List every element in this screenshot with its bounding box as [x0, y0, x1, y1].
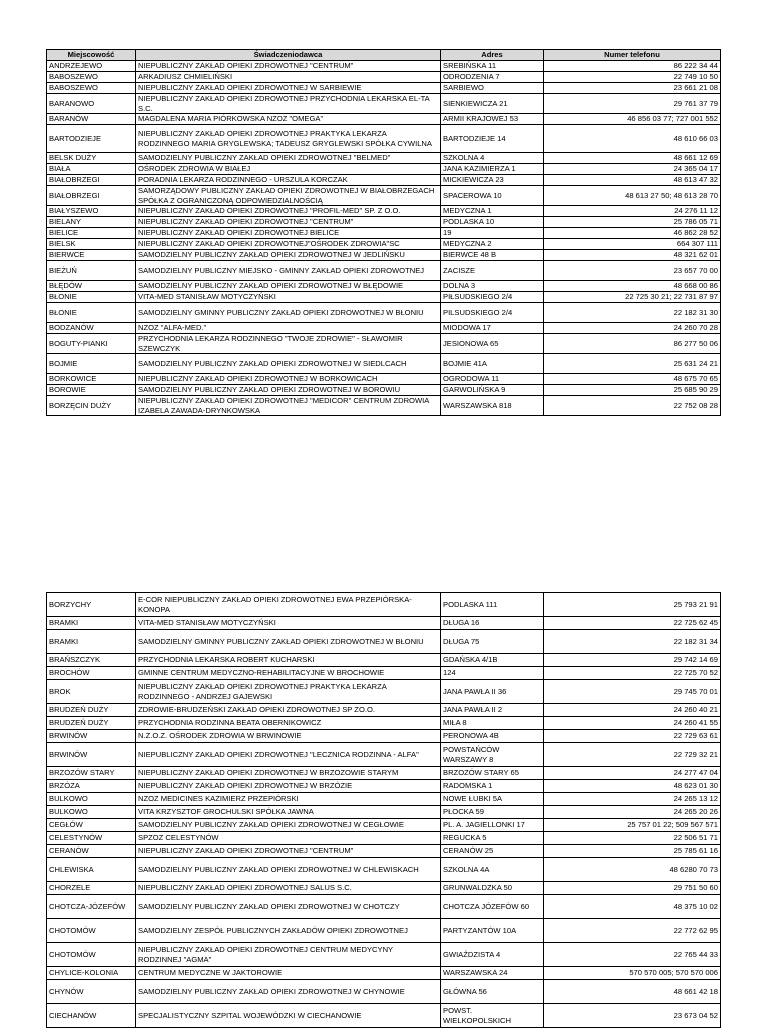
- cell-swiadczeniodawca: SAMODZIELNY PUBLICZNY ZAKŁAD OPIEKI ZDROWOTNEJ W BŁĘDOWIE: [136, 281, 441, 292]
- cell-swiadczeniodawca: SAMODZIELNY PUBLICZNY ZAKŁAD OPIEKI ZDROWOTNEJ W CHOTCZY: [136, 895, 441, 919]
- cell-swiadczeniodawca: NIEPUBLICZNY ZAKŁAD OPIEKI ZDROWOTNEJ "PROFIL-MED" SP. Z O.O.: [136, 206, 441, 217]
- cell-swiadczeniodawca: NIEPUBLICZNY ZAKŁAD OPIEKI ZDROWOTNEJ SALUS S.C.: [136, 882, 441, 895]
- cell-swiadczeniodawca: SPZOZ CELESTYNÓW: [136, 832, 441, 845]
- cell-adres: RADOMSKA 1: [441, 780, 544, 793]
- cell-swiadczeniodawca: SAMODZIELNY PUBLICZNY ZAKŁAD OPIEKI ZDROWOTNEJ W SIEDLCACH: [136, 354, 441, 374]
- cell-miejscowosc: CHYNÓW: [47, 980, 136, 1004]
- cell-telefon: 86 222 34 44: [544, 61, 721, 72]
- table-row: [47, 980, 721, 1004]
- cell-adres: GŁÓWNA 56: [441, 980, 544, 1004]
- cell-swiadczeniodawca: NIEPUBLICZNY ZAKŁAD OPIEKI ZDROWOTNEJ W SARBIEWIE: [136, 83, 441, 94]
- header-row: [47, 50, 721, 61]
- cell-miejscowosc: CELESTYNÓW: [47, 832, 136, 845]
- table-row: [47, 239, 721, 250]
- cell-telefon: 25 785 61 16: [544, 845, 721, 858]
- cell-swiadczeniodawca: NZOZ MEDICINES KAZIMIERZ PRZEPIÓRSKI: [136, 793, 441, 806]
- cell-telefon: 24 260 41 55: [544, 717, 721, 730]
- cell-telefon: 23 657 70 00: [544, 261, 721, 281]
- cell-swiadczeniodawca: SAMORZĄDOWY PUBLICZNY ZAKŁAD OPIEKI ZDROWOTNEJ W BIAŁOBRZEGACH SPÓŁKA Z OGRANICZONĄ ODPOWIEDZIALNOŚCIĄ: [136, 186, 441, 206]
- cell-telefon: 22 725 30 21; 22 731 87 97: [544, 292, 721, 303]
- cell-miejscowosc: BRAMKI: [47, 617, 136, 630]
- table-row: [47, 303, 721, 323]
- cell-adres: MEDYCZNA 1: [441, 206, 544, 217]
- cell-telefon: 24 260 70 28: [544, 323, 721, 334]
- header-telefon: Numer telefonu: [544, 50, 721, 61]
- cell-miejscowosc: BRAMKI: [47, 630, 136, 654]
- cell-swiadczeniodawca: NIEPUBLICZNY ZAKŁAD OPIEKI ZDROWOTNEJ PRAKTYKA LEKARZA RODZINNEGO MARIA GRYGLEWSKA; TADEUSZ GRYGLEWSKI SPÓŁKA CYWILNA: [136, 125, 441, 153]
- header-adres: Adres: [441, 50, 544, 61]
- cell-adres: GRUNWALDZKA 50: [441, 882, 544, 895]
- table-row: [47, 396, 721, 416]
- cell-telefon: 23 673 04 52: [544, 1004, 721, 1028]
- cell-miejscowosc: CHOTOMÓW: [47, 943, 136, 967]
- cell-telefon: 29 751 50 60: [544, 882, 721, 895]
- table-row: [47, 845, 721, 858]
- table-row: [47, 806, 721, 819]
- cell-telefon: 664 307 111: [544, 239, 721, 250]
- cell-miejscowosc: BARANÓW: [47, 114, 136, 125]
- cell-adres: ARMII KRAJOWEJ 53: [441, 114, 544, 125]
- cell-adres: DŁUGA 75: [441, 630, 544, 654]
- table-row: [47, 832, 721, 845]
- table-row: [47, 617, 721, 630]
- cell-swiadczeniodawca: NIEPUBLICZNY ZAKŁAD OPIEKI ZDROWOTNEJ W BORKOWICACH: [136, 374, 441, 385]
- cell-miejscowosc: BŁĘDÓW: [47, 281, 136, 292]
- cell-telefon: 86 277 50 06: [544, 334, 721, 354]
- cell-adres: OGRODOWA 11: [441, 374, 544, 385]
- cell-telefon: 24 265 20 26: [544, 806, 721, 819]
- cell-swiadczeniodawca: SPECJALISTYCZNY SZPITAL WOJEWÓDZKI W CIECHANOWIE: [136, 1004, 441, 1028]
- cell-adres: GWIAŹDZISTA 4: [441, 943, 544, 967]
- header-miejscowosc: Miejscowość: [47, 50, 136, 61]
- table-row: [47, 630, 721, 654]
- cell-adres: REGUCKA 5: [441, 832, 544, 845]
- cell-telefon: 23 661 21 08: [544, 83, 721, 94]
- cell-miejscowosc: CEGŁÓW: [47, 819, 136, 832]
- cell-miejscowosc: CHYLICE-KOLONIA: [47, 967, 136, 980]
- table-row: [47, 217, 721, 228]
- cell-swiadczeniodawca: SAMODZIELNY GMINNY PUBLICZNY ZAKŁAD OPIEKI ZDROWOTNEJ W BŁONIU: [136, 630, 441, 654]
- cell-adres: BIERWCE 48 B: [441, 250, 544, 261]
- table-row: [47, 593, 721, 617]
- cell-miejscowosc: BULKOWO: [47, 806, 136, 819]
- cell-telefon: 22 725 70 52: [544, 667, 721, 680]
- cell-adres: SIENKIEWICZA 21: [441, 94, 544, 114]
- cell-adres: MIODOWA 17: [441, 323, 544, 334]
- cell-miejscowosc: BOJMIE: [47, 354, 136, 374]
- cell-miejscowosc: BABOSZEWO: [47, 83, 136, 94]
- cell-swiadczeniodawca: PORADNIA LEKARZA RODZINNEGO - URSZULA KORCZAK: [136, 175, 441, 186]
- cell-telefon: 48 668 00 86: [544, 281, 721, 292]
- table-row: [47, 882, 721, 895]
- cell-swiadczeniodawca: NIEPUBLICZNY ZAKŁAD OPIEKI ZDROWOTNEJ "CENTRUM": [136, 845, 441, 858]
- table-row: [47, 61, 721, 72]
- cell-telefon: 25 793 21 91: [544, 593, 721, 617]
- cell-telefon: 25 757 01 22; 509 567 571: [544, 819, 721, 832]
- cell-swiadczeniodawca: NIEPUBLICZNY ZAKŁAD OPIEKI ZDROWOTNEJ W BRZÓZIE: [136, 780, 441, 793]
- cell-swiadczeniodawca: PRZYCHODNIA LEKARSKA ROBERT KUCHARSKI: [136, 654, 441, 667]
- cell-telefon: 48 675 70 65: [544, 374, 721, 385]
- cell-telefon: 22 725 62 45: [544, 617, 721, 630]
- cell-miejscowosc: BRWINÓW: [47, 743, 136, 767]
- cell-adres: GARWOLIŃSKA 9: [441, 385, 544, 396]
- cell-telefon: 24 265 13 12: [544, 793, 721, 806]
- cell-adres: POWST. WIELKOPOLSKICH: [441, 1004, 544, 1028]
- cell-telefon: 22 729 63 61: [544, 730, 721, 743]
- cell-telefon: 48 610 66 03: [544, 125, 721, 153]
- cell-telefon: 48 613 27 50; 48 613 28 70: [544, 186, 721, 206]
- cell-miejscowosc: BIAŁA: [47, 164, 136, 175]
- cell-swiadczeniodawca: ARKADIUSZ CHMIELIŃSKI: [136, 72, 441, 83]
- table-row: [47, 281, 721, 292]
- cell-telefon: 22 729 32 21: [544, 743, 721, 767]
- table-row: [47, 354, 721, 374]
- cell-swiadczeniodawca: NZOZ "ALFA-MED.": [136, 323, 441, 334]
- cell-swiadczeniodawca: NIEPUBLICZNY ZAKŁAD OPIEKI ZDROWOTNEJ CENTRUM MEDYCYNY RODZINNEJ "AGMA": [136, 943, 441, 967]
- cell-adres: SZKOLNA 4A: [441, 858, 544, 882]
- cell-miejscowosc: BRUDZEŃ DUŻY: [47, 704, 136, 717]
- cell-adres: SREBIŃSKA 11: [441, 61, 544, 72]
- cell-miejscowosc: CHORZELE: [47, 882, 136, 895]
- cell-miejscowosc: BORZĘCIN DUŻY: [47, 396, 136, 416]
- cell-adres: POWSTAŃCÓW WARSZAWY 8: [441, 743, 544, 767]
- table-page-1: [46, 49, 720, 416]
- header-swiadczeniodawca: Świadczeniodawca: [136, 50, 441, 61]
- table-row: [47, 743, 721, 767]
- table-row: [47, 250, 721, 261]
- cell-miejscowosc: BŁONIE: [47, 292, 136, 303]
- table-row: [47, 164, 721, 175]
- cell-miejscowosc: BABOSZEWO: [47, 72, 136, 83]
- table-row: [47, 730, 721, 743]
- cell-miejscowosc: CHOTCZA-JÓZEFÓW: [47, 895, 136, 919]
- cell-adres: SPACEROWA 10: [441, 186, 544, 206]
- cell-swiadczeniodawca: PRZYCHODNIA LEKARZA RODZINNEGO "TWOJE ZDROWIE" - SŁAWOMIR SZEWCZYK: [136, 334, 441, 354]
- cell-miejscowosc: CIECHANÓW: [47, 1004, 136, 1028]
- cell-adres: WARSZAWSKA 818: [441, 396, 544, 416]
- cell-telefon: 22 182 31 30: [544, 303, 721, 323]
- cell-miejscowosc: BIEŻUŃ: [47, 261, 136, 281]
- cell-swiadczeniodawca: NIEPUBLICZNY ZAKŁAD OPIEKI ZDROWOTNEJ "CENTRUM": [136, 61, 441, 72]
- table-row: [47, 206, 721, 217]
- cell-telefon: 25 786 05 71: [544, 217, 721, 228]
- table-row: [47, 292, 721, 303]
- table-row: [47, 680, 721, 704]
- cell-swiadczeniodawca: SAMODZIELNY PUBLICZNY ZAKŁAD OPIEKI ZDROWOTNEJ W CEGŁOWIE: [136, 819, 441, 832]
- cell-telefon: 29 761 37 79: [544, 94, 721, 114]
- cell-miejscowosc: BIAŁOBRZEGI: [47, 186, 136, 206]
- cell-miejscowosc: BIELSK: [47, 239, 136, 250]
- cell-swiadczeniodawca: VITA KRZYSZTOF GROCHULSKI SPÓŁKA JAWNA: [136, 806, 441, 819]
- cell-adres: MICKIEWICZA 23: [441, 175, 544, 186]
- table-row: [47, 175, 721, 186]
- cell-miejscowosc: CHLEWISKA: [47, 858, 136, 882]
- cell-adres: MEDYCZNA 2: [441, 239, 544, 250]
- provider-table-2: [46, 592, 721, 1028]
- cell-miejscowosc: BIERWCE: [47, 250, 136, 261]
- cell-miejscowosc: BARANOWO: [47, 94, 136, 114]
- cell-adres: SZKOLNA 4: [441, 153, 544, 164]
- cell-telefon: 29 742 14 69: [544, 654, 721, 667]
- table-row: [47, 704, 721, 717]
- table-row: [47, 793, 721, 806]
- cell-adres: CERANÓW 25: [441, 845, 544, 858]
- cell-swiadczeniodawca: SAMODZIELNY PUBLICZNY ZAKŁAD OPIEKI ZDROWOTNEJ W JEDLIŃSKU: [136, 250, 441, 261]
- cell-adres: 19: [441, 228, 544, 239]
- table-row: [47, 228, 721, 239]
- table-row: [47, 717, 721, 730]
- cell-adres: PŁOCKA 59: [441, 806, 544, 819]
- cell-adres: PILSUDSKIEGO 2/4: [441, 303, 544, 323]
- cell-adres: CHOTCZA JÓZEFÓW 60: [441, 895, 544, 919]
- cell-miejscowosc: BARTODZIEJE: [47, 125, 136, 153]
- table-row: [47, 780, 721, 793]
- cell-telefon: 48 613 47 32: [544, 175, 721, 186]
- cell-adres: PIŁSUDSKIEGO 2/4: [441, 292, 544, 303]
- cell-swiadczeniodawca: MAGDALENA MARIA PIÓRKOWSKA NZOZ "OMEGA": [136, 114, 441, 125]
- cell-adres: DOLNA 3: [441, 281, 544, 292]
- cell-miejscowosc: BIELANY: [47, 217, 136, 228]
- cell-miejscowosc: BIAŁYSZEWO: [47, 206, 136, 217]
- cell-swiadczeniodawca: SAMODZIELNY PUBLICZNY ZAKŁAD OPIEKI ZDROWOTNEJ W CHYNOWIE: [136, 980, 441, 1004]
- table-body-1: [47, 61, 721, 416]
- table-row: [47, 83, 721, 94]
- cell-telefon: 46 862 28 52: [544, 228, 721, 239]
- cell-swiadczeniodawca: NIEPUBLICZNY ZAKŁAD OPIEKI ZDROWOTNEJ PRAKTYKA LEKARZA RODZINNEGO - ANDRZEJ GAJEWSKI: [136, 680, 441, 704]
- cell-adres: PERONOWA 4B: [441, 730, 544, 743]
- cell-swiadczeniodawca: NIEPUBLICZNY ZAKŁAD OPIEKI ZDROWOTNEJ "MEDICOR" CENTRUM ZDROWIA IZABELA ZAWADA-DRYNKOWSKA: [136, 396, 441, 416]
- cell-adres: BOJMIE 41A: [441, 354, 544, 374]
- cell-telefon: 22 752 08 28: [544, 396, 721, 416]
- cell-miejscowosc: BELSK DUŻY: [47, 153, 136, 164]
- table-row: [47, 153, 721, 164]
- cell-telefon: 29 745 70 01: [544, 680, 721, 704]
- table-row: [47, 967, 721, 980]
- cell-swiadczeniodawca: OŚRODEK ZDROWIA W BIAŁEJ: [136, 164, 441, 175]
- cell-swiadczeniodawca: SAMODZIELNY PUBLICZNY MIEJSKO - GMINNY ZAKŁAD OPIEKI ZDROWOTNEJ: [136, 261, 441, 281]
- table-row: [47, 767, 721, 780]
- table-row: [47, 385, 721, 396]
- cell-miejscowosc: BRAŃSZCZYK: [47, 654, 136, 667]
- cell-adres: PL. A. JAGIELLONKI 17: [441, 819, 544, 832]
- cell-adres: GDAŃSKA 4/1B: [441, 654, 544, 667]
- cell-telefon: 22 506 51 71: [544, 832, 721, 845]
- table-row: [47, 919, 721, 943]
- table-row: [47, 943, 721, 967]
- cell-swiadczeniodawca: PRZYCHODNIA RODZINNA BEATA OBERNIKOWICZ: [136, 717, 441, 730]
- cell-miejscowosc: BULKOWO: [47, 793, 136, 806]
- cell-telefon: 48 321 62 01: [544, 250, 721, 261]
- cell-swiadczeniodawca: SAMODZIELNY GMINNY PUBLICZNY ZAKŁAD OPIEKI ZDROWOTNEJ W BŁONIU: [136, 303, 441, 323]
- cell-swiadczeniodawca: GMINNE CENTRUM MEDYCZNO-REHABILITACYJNE W BROCHOWIE: [136, 667, 441, 680]
- cell-miejscowosc: BORZYCHY: [47, 593, 136, 617]
- cell-telefon: 24 277 47 04: [544, 767, 721, 780]
- table-row: [47, 334, 721, 354]
- table-row: [47, 654, 721, 667]
- cell-miejscowosc: BORKOWICE: [47, 374, 136, 385]
- table-row: [47, 114, 721, 125]
- cell-telefon: 46 856 03 77; 727 001 552: [544, 114, 721, 125]
- cell-adres: BARTODZIEJE 14: [441, 125, 544, 153]
- cell-adres: JESIONOWA 65: [441, 334, 544, 354]
- cell-adres: SARBIEWO: [441, 83, 544, 94]
- cell-adres: WARSZAWSKA 24: [441, 967, 544, 980]
- table-row: [47, 858, 721, 882]
- cell-miejscowosc: BROK: [47, 680, 136, 704]
- cell-swiadczeniodawca: E-COR NIEPUBLICZNY ZAKŁAD OPIEKI ZDROWOTNEJ EWA PRZEPIÓRSKA-KONOPA: [136, 593, 441, 617]
- cell-telefon: 22 182 31 34: [544, 630, 721, 654]
- cell-miejscowosc: BRZÓZA: [47, 780, 136, 793]
- provider-table-1: [46, 49, 721, 416]
- cell-swiadczeniodawca: SAMODZIELNY PUBLICZNY ZAKŁAD OPIEKI ZDROWOTNEJ W CHLEWISKACH: [136, 858, 441, 882]
- cell-telefon: 25 631 24 21: [544, 354, 721, 374]
- cell-adres: PODLASKA 10: [441, 217, 544, 228]
- cell-swiadczeniodawca: NIEPUBLICZNY ZAKŁAD OPIEKI ZDROWOTNEJ BIELICE: [136, 228, 441, 239]
- cell-miejscowosc: BIELICE: [47, 228, 136, 239]
- table-row: [47, 374, 721, 385]
- cell-adres: PARTYZANTÓW 10A: [441, 919, 544, 943]
- cell-swiadczeniodawca: N.Z.O.Z. OŚRODEK ZDROWIA W BRWINOWIE: [136, 730, 441, 743]
- cell-telefon: 48 6280 70 73: [544, 858, 721, 882]
- cell-adres: JANA PAWŁA II 2: [441, 704, 544, 717]
- cell-telefon: 48 661 42 18: [544, 980, 721, 1004]
- cell-miejscowosc: CHOTOMÓW: [47, 919, 136, 943]
- cell-telefon: 48 661 12 69: [544, 153, 721, 164]
- table-body-2: [47, 593, 721, 1028]
- cell-swiadczeniodawca: NIEPUBLICZNY ZAKŁAD OPIEKI ZDROWOTNEJ W BRZOZOWIE STARYM: [136, 767, 441, 780]
- cell-swiadczeniodawca: VITA-MED STANISŁAW MOTYCZYŃSKI: [136, 292, 441, 303]
- cell-miejscowosc: BROCHÓW: [47, 667, 136, 680]
- cell-miejscowosc: BRUDZEŃ DUŻY: [47, 717, 136, 730]
- table-page-2: [46, 592, 720, 1028]
- cell-telefon: 22 772 62 95: [544, 919, 721, 943]
- cell-telefon: 24 365 04 17: [544, 164, 721, 175]
- cell-swiadczeniodawca: CENTRUM MEDYCZNE W JAKTOROWIE: [136, 967, 441, 980]
- cell-adres: JANA KAZIMIERZA 1: [441, 164, 544, 175]
- cell-miejscowosc: BŁONIE: [47, 303, 136, 323]
- cell-swiadczeniodawca: NIEPUBLICZNY ZAKŁAD OPIEKI ZDROWOTNEJ"OŚRODEK ZDROWIA"SC: [136, 239, 441, 250]
- table-row: [47, 323, 721, 334]
- table-row: [47, 261, 721, 281]
- table-row: [47, 72, 721, 83]
- cell-miejscowosc: BRZOZÓW STARY: [47, 767, 136, 780]
- cell-adres: ODRODZENIA 7: [441, 72, 544, 83]
- cell-miejscowosc: ANDRZEJEWO: [47, 61, 136, 72]
- cell-miejscowosc: BIAŁOBRZEGI: [47, 175, 136, 186]
- cell-swiadczeniodawca: VITA-MED STANISŁAW MOTYCZYŃSKI: [136, 617, 441, 630]
- cell-adres: 124: [441, 667, 544, 680]
- cell-telefon: 48 623 01 30: [544, 780, 721, 793]
- cell-adres: PODLASKA 111: [441, 593, 544, 617]
- cell-miejscowosc: BRWINÓW: [47, 730, 136, 743]
- cell-telefon: 25 685 90 29: [544, 385, 721, 396]
- table-row: [47, 667, 721, 680]
- cell-miejscowosc: BOGUTY-PIANKI: [47, 334, 136, 354]
- cell-swiadczeniodawca: SAMODZIELNY PUBLICZNY ZAKŁAD OPIEKI ZDROWOTNEJ W BOROWIU: [136, 385, 441, 396]
- cell-miejscowosc: CERANÓW: [47, 845, 136, 858]
- cell-telefon: 48 375 10 02: [544, 895, 721, 919]
- cell-adres: BRZOZÓW STARY 65: [441, 767, 544, 780]
- cell-swiadczeniodawca: NIEPUBLICZNY ZAKŁAD OPIEKI ZDROWOTNEJ "CENTRUM": [136, 217, 441, 228]
- cell-miejscowosc: BOROWIE: [47, 385, 136, 396]
- cell-adres: DŁUGA 16: [441, 617, 544, 630]
- cell-swiadczeniodawca: SAMODZIELNY ZESPÓŁ PUBLICZNYCH ZAKŁADÓW OPIEKI ZDROWOTNEJ: [136, 919, 441, 943]
- cell-swiadczeniodawca: NIEPUBLICZNY ZAKŁAD OPIEKI ZDROWOTNEJ PRZYCHODNIA LEKARSKA EL-TA S.C.: [136, 94, 441, 114]
- cell-adres: MIŁA 8: [441, 717, 544, 730]
- table-row: [47, 94, 721, 114]
- cell-telefon: 24 276 11 12: [544, 206, 721, 217]
- table-row: [47, 819, 721, 832]
- cell-adres: ZACISZE: [441, 261, 544, 281]
- cell-adres: NOWE ŁUBKI 5A: [441, 793, 544, 806]
- cell-miejscowosc: BODZANÓW: [47, 323, 136, 334]
- cell-swiadczeniodawca: SAMODZIELNY PUBLICZNY ZAKŁAD OPIEKI ZDROWOTNEJ "BELMED": [136, 153, 441, 164]
- cell-telefon: 22 765 44 33: [544, 943, 721, 967]
- table-row: [47, 186, 721, 206]
- cell-swiadczeniodawca: ZDROWIE-BRUDZEŃSKI ZAKŁAD OPIEKI ZDROWOTNEJ SP ZO.O.: [136, 704, 441, 717]
- cell-adres: JANA PAWŁA II 36: [441, 680, 544, 704]
- cell-swiadczeniodawca: NIEPUBLICZNY ZAKŁAD OPIEKI ZDROWOTNEJ "LECZNICA RODZINNA - ALFA": [136, 743, 441, 767]
- cell-telefon: 24 260 40 21: [544, 704, 721, 717]
- table-row: [47, 895, 721, 919]
- cell-telefon: 22 749 10 50: [544, 72, 721, 83]
- cell-telefon: 570 570 005; 570 570 006: [544, 967, 721, 980]
- table-row: [47, 125, 721, 153]
